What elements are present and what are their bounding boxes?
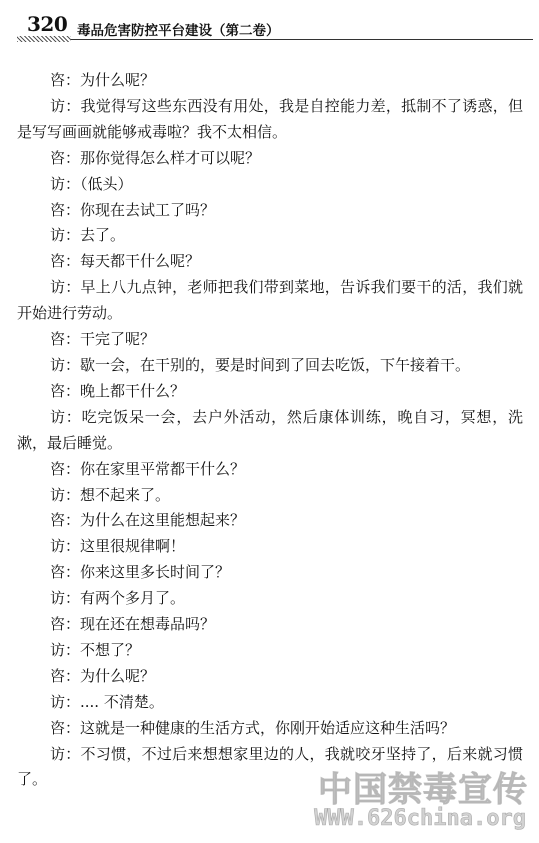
dialogue-line: 访：（低头） — [50, 174, 133, 193]
header-rule — [71, 39, 533, 40]
dialogue-line: 咨：你来这里多长时间了？ — [50, 563, 231, 582]
dialogue-line: 咨：现在还在想毒品吗？ — [50, 615, 216, 634]
dialogue-line: 访：这里很规律啊！ — [50, 537, 186, 556]
dialogue-line: 咨：那你觉得怎么样才可以呢？ — [50, 148, 261, 167]
dialogue-line: 访：吃完饭呆一会，去户外活动，然后康体训练，晚自习，冥想，洗漱，最后睡觉。 — [17, 407, 523, 452]
dialogue-line: 访：有两个多月了。 — [50, 589, 186, 608]
dialogue-line: 访：不习惯，不过后来想想家里边的人，我就咬牙坚持了，后来就习惯了。 — [17, 744, 523, 789]
dialogue-line: 访：我觉得写这些东西没有用处，我是自控能力差，抵制不了诱惑，但是写写画画就能够戒毒啦？我不太相信。 — [17, 96, 523, 141]
dialogue-line: 咨：为什么呢？ — [50, 666, 156, 685]
dialogue-line: 访：早上八九点钟，老师把我们带到菜地，告诉我们要干的活，我们就开始进行劳动。 — [17, 278, 523, 323]
dialogue-line: 咨：每天都干什么呢？ — [50, 252, 201, 271]
dialogue-line: 咨：这就是一种健康的生活方式，你刚开始适应这种生活吗？ — [50, 718, 456, 737]
running-title: 毒品危害防控平台建设（第二卷） — [77, 23, 280, 39]
header-hatch-decoration — [17, 36, 71, 42]
dialogue-line: 咨：你现在去试工了吗？ — [50, 200, 216, 219]
dialogue-line: 咨：干完了呢？ — [50, 330, 156, 349]
watermark-text: 中国禁毒宣传 — [318, 770, 528, 810]
page-number: 320 — [27, 12, 68, 36]
page-header — [17, 8, 533, 42]
dialogue-line: 访：不想了？ — [50, 640, 141, 659]
dialogue-line: 访：.... 不清楚。 — [50, 692, 164, 711]
dialogue-line: 访：去了。 — [50, 226, 126, 245]
dialogue-line: 咨：为什么在这里能想起来？ — [50, 511, 246, 530]
dialogue-body — [17, 68, 523, 793]
dialogue-line: 咨：为什么呢？ — [50, 71, 156, 89]
dialogue-line: 访：想不起来了。 — [50, 485, 171, 504]
watermark-url: WWW.626china.org — [314, 806, 526, 831]
dialogue-line: 咨：晚上都干什么？ — [50, 381, 186, 400]
dialogue-line: 咨：你在家里平常都干什么？ — [50, 459, 246, 478]
dialogue-line: 访：歇一会，在干别的，要是时间到了回去吃饭，下午接着干。 — [50, 355, 471, 374]
